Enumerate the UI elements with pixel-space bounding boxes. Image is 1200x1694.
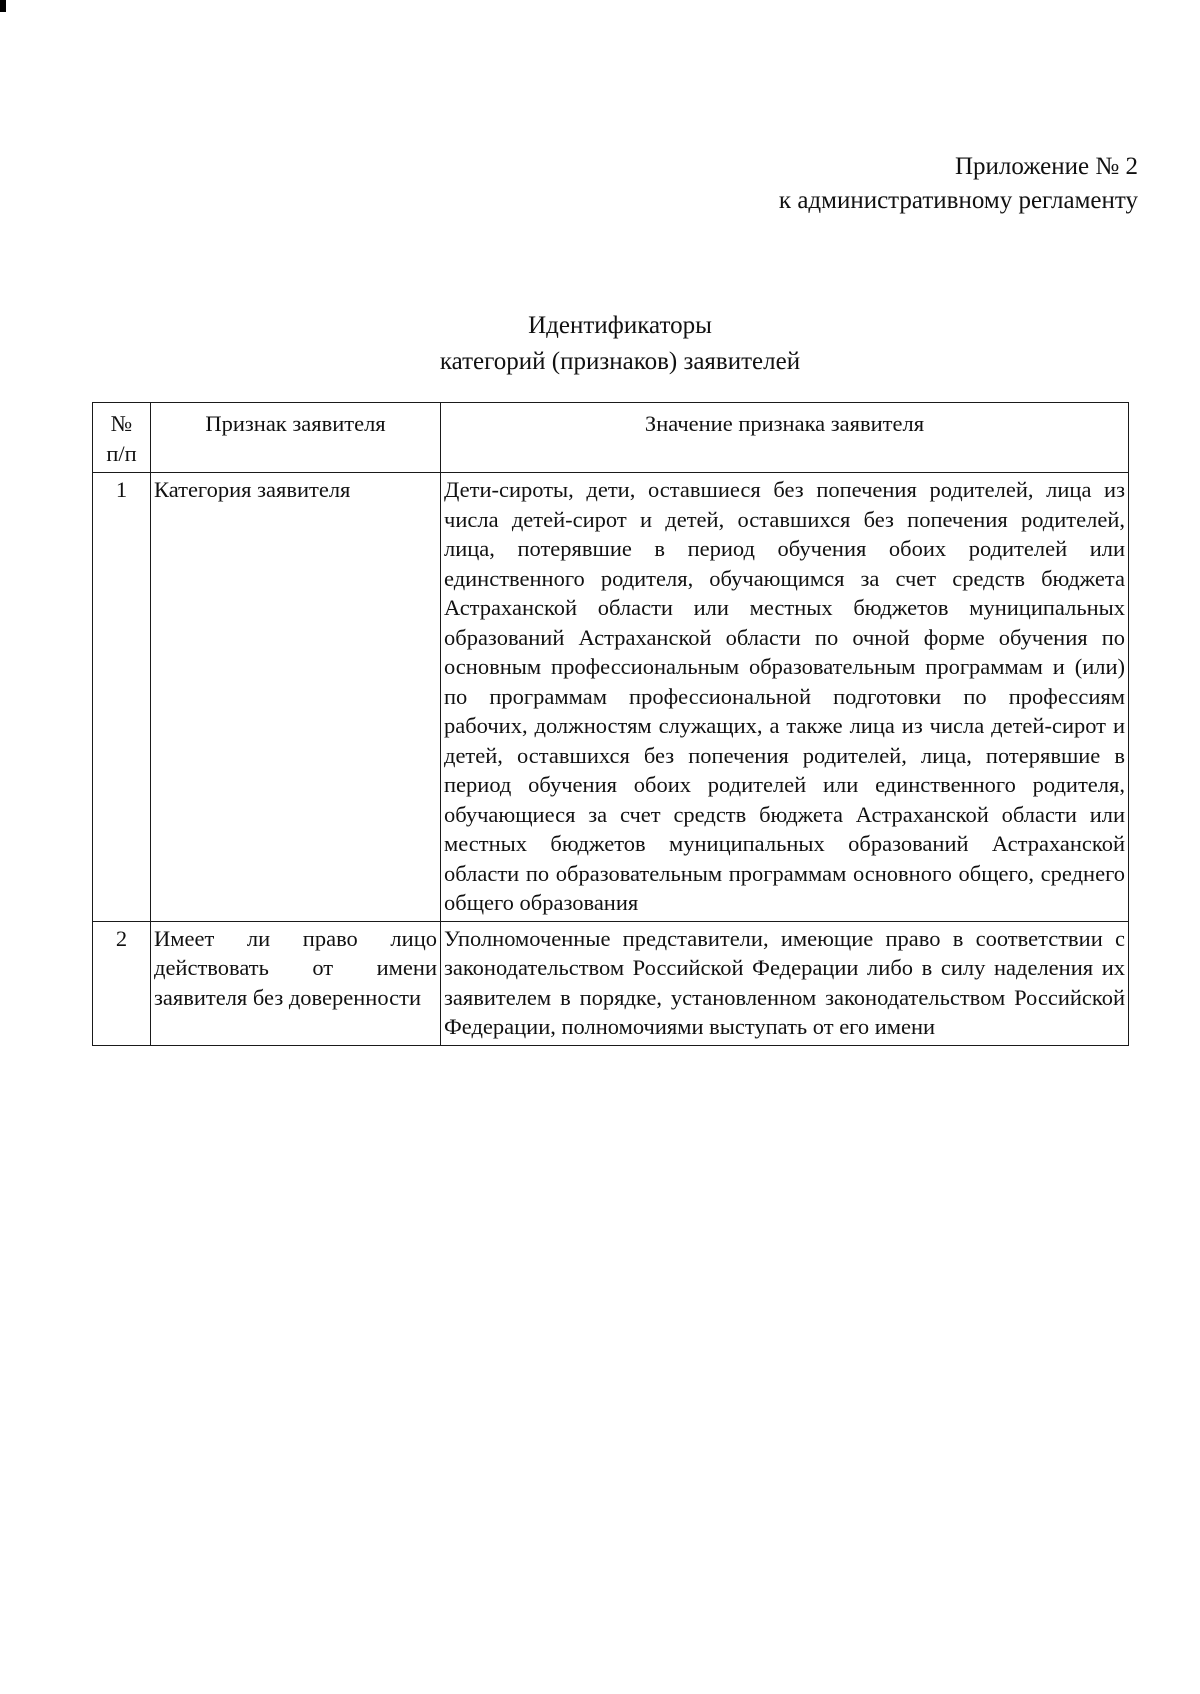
annex-number: Приложение № 2 <box>954 153 1138 180</box>
title-line-1: Идентификаторы <box>528 312 712 339</box>
header-sign: Признак заявителя <box>151 403 441 473</box>
table-row <box>93 921 1129 1045</box>
row-sign: Имеет ли право лицо действовать от имени заявителя без доверенности <box>151 921 441 1045</box>
annex-header <box>779 150 1138 218</box>
row-value: Дети-сироты, дети, оставшиеся без попечения родителей, лица из числа детей-сирот и детей, оставшихся без попечения родителей, лица, потерявшие в период обучения обоих родителей или единственного родителя, обучающимся за счет средств бюджета Астраханской области или местных бюджетов муниципальных образований Астраханской области по очной форме обучения по основным профессиональным образовательным программам и (или) по программам профессиональной подготовки по профессиям рабочих, должностям служащих, а также лица из числа детей-сирот и детей, оставшихся без попечения родителей, лица, потерявшие в период обучения обоих родителей или единственного родителя, обучающиеся за счет средств бюджета Астраханской области или местных бюджетов муниципальных образований Астраханской области по образовательным программам основного общего, среднего общего образования <box>441 473 1129 922</box>
header-value: Значение признака заявителя <box>441 403 1129 473</box>
row-number: 1 <box>93 473 151 922</box>
identifiers-table <box>92 402 1129 1046</box>
header-number <box>93 403 151 473</box>
header-number-sign: № <box>110 411 133 436</box>
table-row <box>93 473 1129 922</box>
table-header-row <box>93 403 1129 473</box>
row-sign: Категория заявителя <box>151 473 441 922</box>
row-value: Уполномоченные представители, имеющие право в соответствии с законодательством Российской Федерации либо в силу наделения их заявителем в порядке, установленном законодательством Российской Федерации, полномочиями выступать от его имени <box>441 921 1129 1045</box>
document-title <box>0 308 1200 380</box>
scan-corner-mark <box>0 0 6 12</box>
annex-reference: к административному регламенту <box>778 187 1138 214</box>
row-number: 2 <box>93 921 151 1045</box>
header-number-abbrev: п/п <box>106 441 137 466</box>
title-line-2: категорий (признаков) заявителей <box>439 348 801 375</box>
